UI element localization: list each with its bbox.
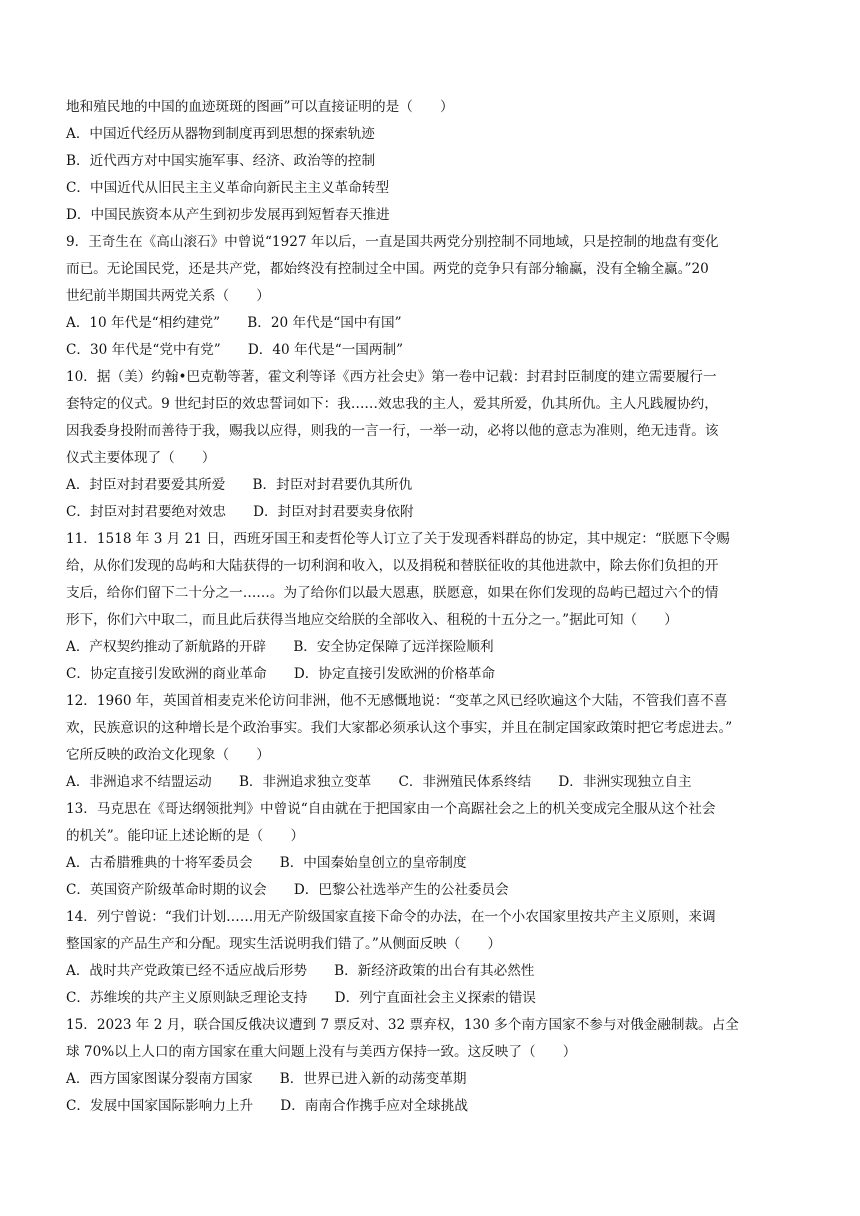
question-14-options-cd: C．苏维埃的共产主义原则缺乏理论支持 D．列宁直面社会主义探索的错误 — [66, 990, 536, 1006]
question-8-option-d: D．中国民族资本从产生到初步发展再到短暂春天推进 — [66, 207, 390, 223]
question-15-stem-line: 球 70%以上人口的南方国家在重大问题上没有与美西方保持一致。这反映了（ ） — [66, 1044, 577, 1060]
question-12-stem-line: 欢，民族意识的这种增长是个政治事实。我们大家都必须承认这个事实，并且在制定国家政策时把它考虑进去。” — [66, 720, 733, 736]
question-10-stem-line: 10．据（美）约翰•巴克勒等著，霍文利等译《西方社会史》第一卷中记载：封君封臣制度的建立需要履行一 — [66, 369, 717, 385]
question-15-options-ab: A．西方国家图谋分裂南方国家 B．世界已进入新的动荡变革期 — [66, 1071, 467, 1087]
question-9-stem-line: 9．王奇生在《高山滚石》中曾说“1927 年以后，一直是国共两党分别控制不同地域，只是控制的地盘有变化 — [66, 234, 719, 250]
question-13-options-cd: C．英国资产阶级革命时期的议会 D．巴黎公社选举产生的公社委员会 — [66, 882, 509, 898]
question-10-options-ab: A．封臣对封君要爱其所爱 B．封臣对封君要仇其所仇 — [66, 477, 413, 493]
question-8-option-a: A．中国近代经历从器物到制度再到思想的探索轨迹 — [66, 126, 375, 142]
question-9-options-cd: C．30 年代是“党中有党” D．40 年代是“一国两制” — [66, 342, 404, 358]
question-11-stem-line: 支后，给你们留下二十分之一……。为了给你们以最大恩惠，朕愿意，如果在你们发现的岛屿已超过六个的情 — [66, 585, 719, 601]
question-10-stem-line: 套特定的仪式。9 世纪封臣的效忠誓词如下：我……效忠我的主人，爱其所爱，仇其所仇。主人凡践履协约， — [66, 396, 718, 412]
question-11-stem-line: 形下，你们六中取二，而且此后获得当地应交给朕的全部收入、租税的十五分之一。”据此可知（ ） — [66, 612, 678, 628]
question-10-stem-line: 仪式主要体现了（ ） — [66, 450, 216, 466]
question-8-option-c: C．中国近代从旧民主主义革命向新民主主义革命转型 — [66, 180, 390, 196]
question-13-stem-line: 13．马克思在《哥达纲领批判》中曾说“自由就在于把国家由一个高踞社会之上的机关变成完全服从这个社会 — [66, 801, 716, 817]
question-15-options-cd: C．发展中国家国际影响力上升 D．南南合作携手应对全球挑战 — [66, 1098, 468, 1114]
question-12-options: A．非洲追求不结盟运动 B．非洲追求独立变革 C．非洲殖民体系终结 D．非洲实现独立自主 — [66, 774, 692, 790]
question-11-stem-line: 给，从你们发现的岛屿和大陆获得的一切利润和收入，以及捐税和替朕征收的其他进款中，除去你们负担的开 — [66, 558, 719, 574]
question-11-options-cd: C．协定直接引发欧洲的商业革命 D．协定直接引发欧洲的价格革命 — [66, 666, 496, 682]
question-8-stem-tail: 地和殖民地的中国的血迹斑斑的图画”可以直接证明的是（ ） — [66, 99, 454, 115]
question-11-stem-line: 11．1518 年 3 月 21 日，西班牙国王和麦哲伦等人订立了关于发现香料群岛的协定，其中规定：“朕愿下令赐 — [66, 531, 730, 547]
question-9-stem-line: 而已。无论国民党，还是共产党，都始终没有控制过全中国。两党的竞争只有部分输赢，没有全输全赢。”20 — [66, 261, 709, 277]
question-13-options-ab: A．古希腊雅典的十将军委员会 B．中国秦始皇创立的皇帝制度 — [66, 855, 467, 871]
question-12-stem-line: 12．1960 年，英国首相麦克米伦访问非洲，他不无感慨地说：“变革之风已经吹遍这个大陆，不管我们喜不喜 — [66, 693, 728, 709]
question-14-stem-line: 整国家的产品生产和分配。现实生活说明我们错了。”从侧面反映（ ） — [66, 936, 502, 952]
question-10-stem-line: 因我委身投附而善待于我，赐我以应得，则我的一言一行，一举一动，必将以他的意志为准则，绝无违背。该 — [66, 423, 719, 439]
question-15-stem-line: 15．2023 年 2 月，联合国反俄决议遭到 7 票反对、32 票弃权，130 多个南方国家不参与对俄金融制裁。占全 — [66, 1017, 739, 1033]
question-8-option-b: B．近代西方对中国实施军事、经济、政治等的控制 — [66, 153, 376, 169]
question-12-stem-line: 它所反映的政治文化现象（ ） — [66, 747, 270, 763]
question-13-stem-line: 的机关”。能印证上述论断的是（ ） — [66, 828, 305, 844]
question-9-options-ab: A．10 年代是“相约建党” B．20 年代是“国中有国” — [66, 315, 402, 331]
question-10-options-cd: C．封臣对封君要绝对效忠 D．封臣对封君要卖身依附 — [66, 504, 414, 520]
question-9-stem-line: 世纪前半期国共两党关系（ ） — [66, 288, 270, 304]
question-14-options-ab: A．战时共产党政策已经不适应战后形势 B．新经济政策的出台有其必然性 — [66, 963, 535, 979]
question-11-options-ab: A．产权契约推动了新航路的开辟 B．安全协定保障了远洋探险顺利 — [66, 639, 494, 655]
question-14-stem-line: 14．列宁曾说：“我们计划……用无产阶级国家直接下命令的办法，在一个小农国家里按共产主义原则，来调 — [66, 909, 716, 925]
